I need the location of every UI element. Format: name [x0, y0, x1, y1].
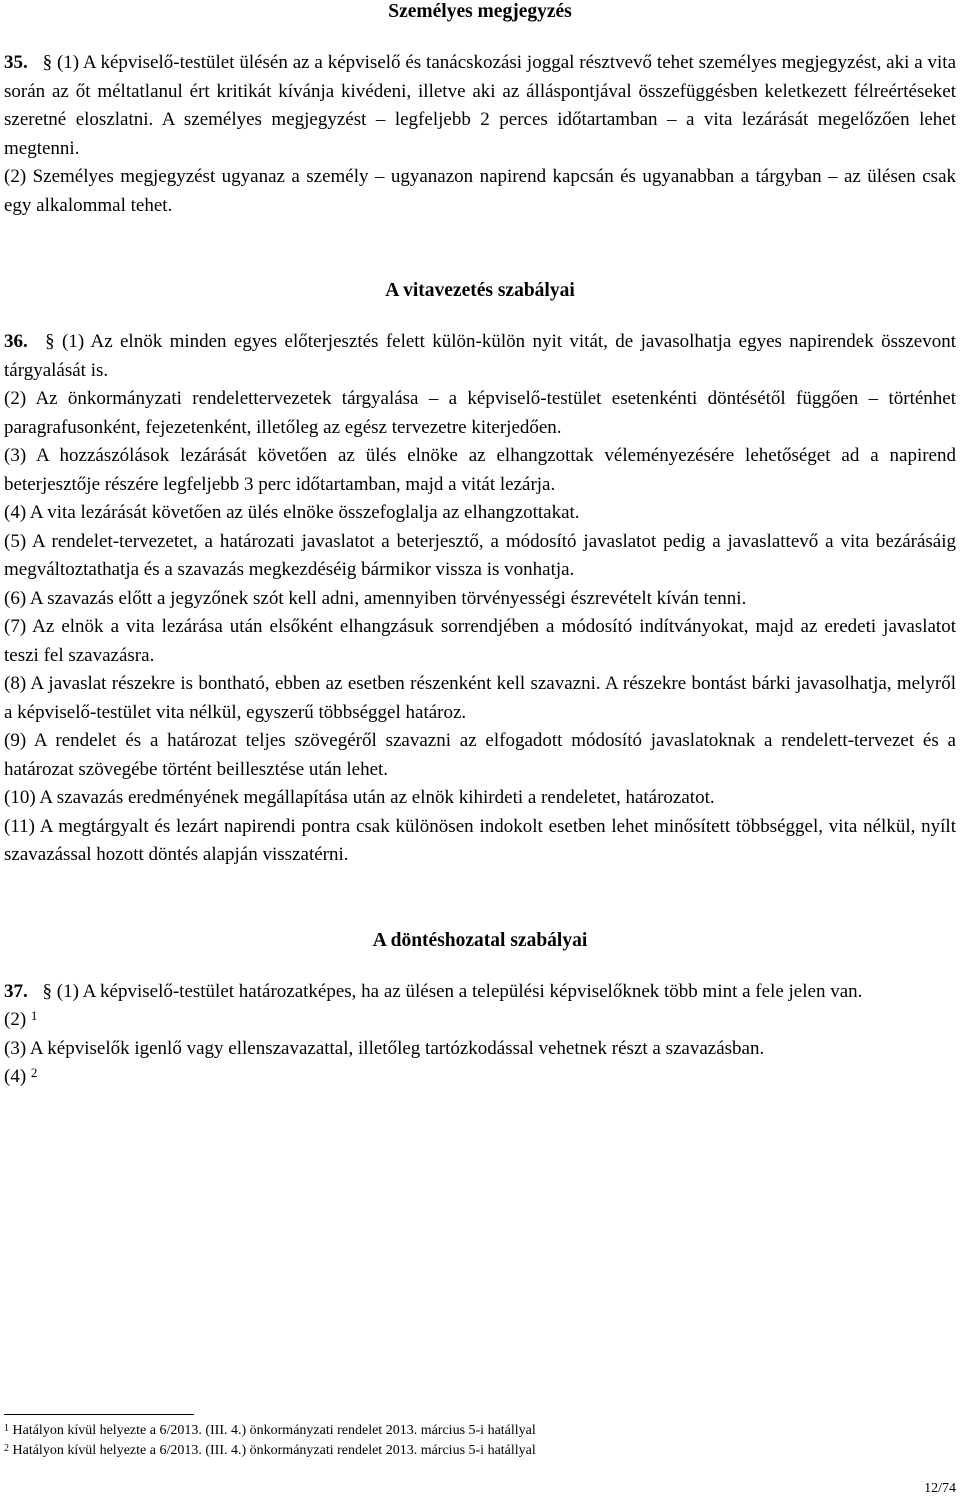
paragraph-36-2: (2) Az önkormányzati rendelettervezetek tárgyalása – a képviselő-testület esetenkénti döntésétől függően – történhet paragrafusonként, fejezetenként, illetőleg az egész tervezetre kiterjedően. — [4, 388, 956, 438]
section-number-35: 35. — [4, 52, 28, 73]
paragraph-36-3: (3) A hozzászólások lezárását követően az ülés elnöke az elhangzottak véleményezésére lehetőséget ad a napirend beterjesztője részére legfeljebb 3 perc időtartamban, majd a vitát lezárja. — [4, 445, 956, 495]
paragraph-sign: § — [45, 331, 55, 352]
paragraph-36-9: (9) A rendelet és a határozat teljes szövegéről szavazni az elfogadott módosító javaslatoknak a rendelett-tervezet és a határozat szövegébe történt beillesztése után lehet. — [4, 730, 956, 780]
footnote-marker: 1 — [4, 1423, 9, 1434]
footnote-marker: 2 — [4, 1443, 9, 1454]
paragraph-36-5: (5) A rendelet-tervezetet, a határozati javaslatot a beterjesztő, a módosító javaslatot pedig a javaslattevő a vita bezárásáig megváltoztathatja és a szavazás megkezdéséig bármikor vissza is vonhatja. — [4, 530, 956, 580]
paragraph-37-3: (3) A képviselők igenlő vagy ellenszavazattal, illetőleg tartózkodással vehetnek részt a szavazásban. — [4, 1037, 765, 1059]
paragraph-37-1 — [4, 978, 956, 1007]
paragraph-sign: § — [42, 980, 52, 1002]
paragraph-35-2: (2) Személyes megjegyzést ugyanaz a személy – ugyanazon napirend kapcsán és ugyanabban a tárgyban – az ülésen csak egy alkalommal tehet. — [4, 166, 956, 216]
paragraph-36-1 — [4, 328, 956, 385]
footnote-ref-1[interactable]: 1 — [30, 1008, 38, 1023]
footnotes — [4, 1414, 956, 1461]
paragraph-36-4: (4) A vita lezárását követően az ülés elnöke összefoglalja az elhangzottakat. — [4, 502, 580, 523]
section-title-szemelyes: Személyes megjegyzés — [388, 1, 572, 22]
paragraph-36-10: (10) A szavazás eredményének megállapítása után az elnök kihirdeti a rendeletet, határozatot. — [4, 787, 715, 808]
footnote-divider — [4, 1414, 194, 1415]
paragraph-label: (2) — [4, 1009, 27, 1030]
paragraph-label: (4) — [4, 1066, 27, 1087]
paragraph-36-11: (11) A megtárgyalt és lezárt napirendi pontra csak különösen indokolt esetben lehet minősített többséggel, vita nélkül, nyílt szavazással hozott döntés alapján visszatérni. — [4, 815, 956, 865]
page-number: 12/74 — [924, 1481, 956, 1496]
paragraph-sign: § — [42, 52, 53, 73]
footnote-text: Hatályon kívül helyezte a 6/2013. (III. 4.) önkormányzati rendelet 2013. március 5-i hatállyal — [12, 1423, 536, 1438]
paragraph-37-2 — [4, 1006, 956, 1035]
section-number-36: 36. — [4, 331, 28, 352]
paragraph-36-6: (6) A szavazás előtt a jegyzőnek szót kell adni, amennyiben törvényességi észrevételt kíván tenni. — [4, 587, 747, 609]
paragraph-36-8: (8) A javaslat részekre is bontható, ebben az esetben részenként kell szavazni. A részekre bontást bárki javasolhatja, melyről a képviselő-testület vita nélkül, egyszerű többséggel határoz. — [4, 673, 956, 723]
paragraph-37-4 — [4, 1063, 956, 1092]
footnote-text: Hatályon kívül helyezte a 6/2013. (III. 4.) önkormányzati rendelet 2013. március 5-i hatállyal — [12, 1443, 536, 1458]
footnote-1 — [4, 1421, 956, 1441]
paragraph-text: (1) A képviselő-testület határozatképes, ha az ülésen a települési képviselőknek több mint a fele jelen van. — [56, 980, 863, 1002]
paragraph-35-1 — [4, 49, 956, 163]
footnote-2 — [4, 1441, 956, 1461]
paragraph-36-7: (7) Az elnök a vita lezárása után elsőként elhangzásuk sorrendjében a módosító indítványokat, majd az eredeti javaslatot teszi fel szavazásra. — [4, 616, 956, 666]
document-page — [4, 0, 956, 1092]
paragraph-text: (1) A képviselő-testület ülésén az a képviselő és tanácskozási joggal résztvevő tehet személyes megjegyzést, aki a vita során az őt méltatlanul ért kritikát kívánja kivédeni, illetve aki az álláspontjával összefüggésben keletkezett félreértéseket szeretné eloszlatni. A személyes megjegyzést – legfeljebb 2 perces időtartamban – a vita lezárását megelőzően lehet megtenni. — [4, 52, 957, 159]
section-title-vitavezetes: A vitavezetés szabályai — [385, 280, 575, 301]
section-number-37: 37. — [4, 980, 28, 1002]
section-title-donteshozatal: A döntéshozatal szabályai — [372, 929, 588, 951]
footnote-ref-2[interactable]: 2 — [30, 1065, 38, 1080]
paragraph-text: (1) Az elnök minden egyes előterjesztés felett külön-külön nyit vitát, de javasolhatja egyes napirendek összevont tárgyalását is. — [4, 331, 957, 381]
